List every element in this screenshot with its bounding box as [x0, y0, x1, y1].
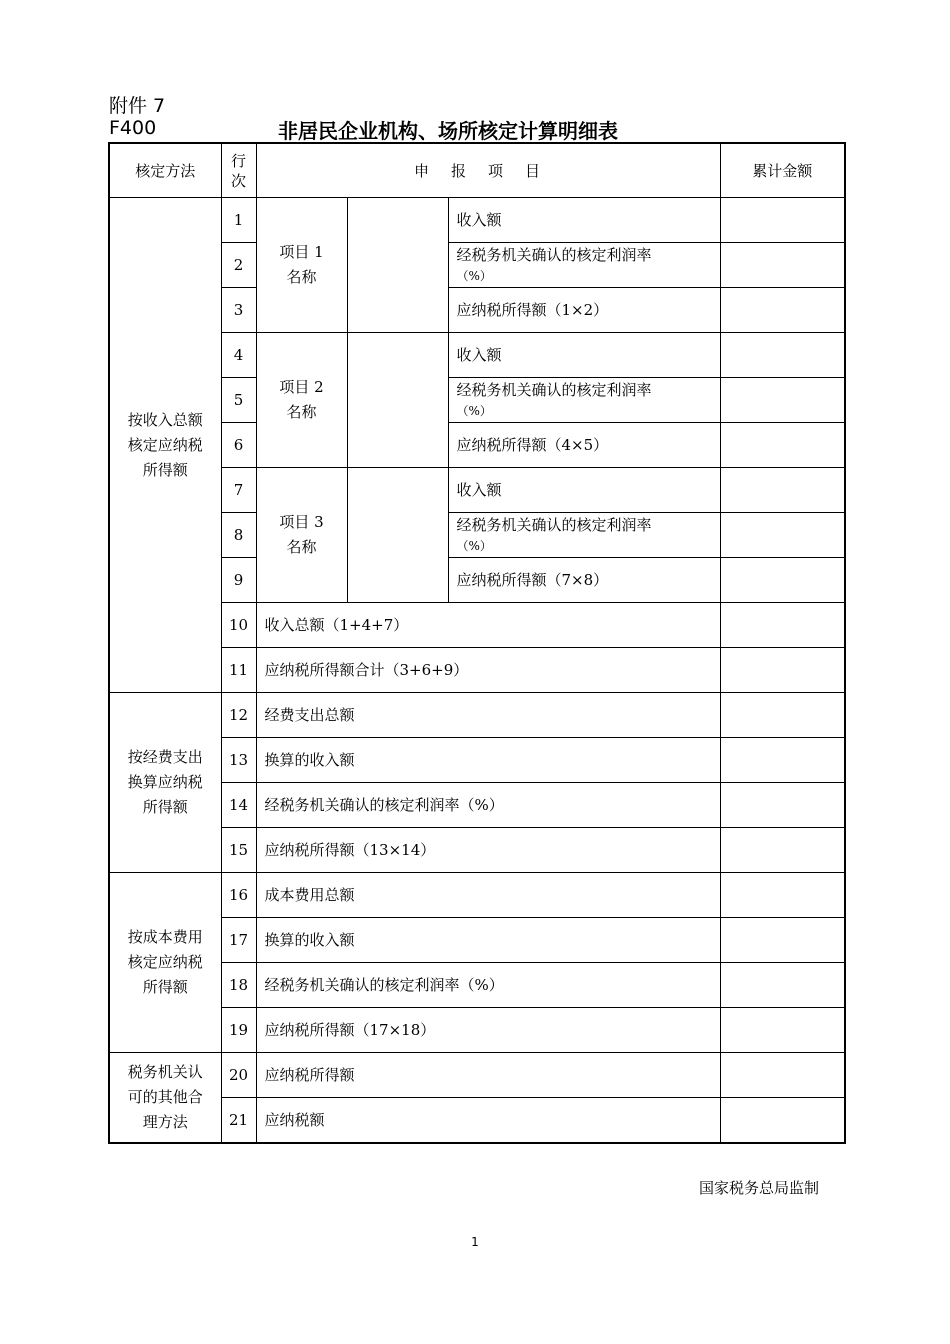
amount-cell[interactable] [720, 1008, 845, 1053]
amount-cell[interactable] [720, 783, 845, 828]
line-number: 8 [221, 513, 256, 558]
item-label: 应纳税所得额（13×14） [256, 828, 720, 873]
header-row [109, 143, 845, 198]
item-label: 成本费用总额 [256, 873, 720, 918]
line-number: 21 [221, 1098, 256, 1144]
group-method-3 [109, 873, 221, 1053]
item-label: 收入额 [448, 333, 720, 378]
item-label: 收入额 [448, 468, 720, 513]
line-number: 11 [221, 648, 256, 693]
page-number: 1 [471, 1235, 479, 1249]
form-code: F400 [109, 117, 157, 139]
item-text: 经税务机关确认的核定利润率 [456, 380, 652, 399]
line-number: 13 [221, 738, 256, 783]
line-number: 15 [221, 828, 256, 873]
table-row [109, 198, 845, 243]
amount-cell[interactable] [720, 288, 845, 333]
project-3-line1: 项目 3 [279, 513, 324, 531]
line-number: 14 [221, 783, 256, 828]
col-method-header: 核定方法 [109, 143, 221, 198]
item-label: 应纳税所得额（7×8） [448, 558, 720, 603]
project-name-label [256, 198, 347, 333]
item-label [448, 513, 720, 558]
item-note: （%） [456, 403, 492, 418]
line-number: 9 [221, 558, 256, 603]
amount-cell[interactable] [720, 918, 845, 963]
amount-cell[interactable] [720, 558, 845, 603]
item-label: 应纳税所得额（4×5） [448, 423, 720, 468]
amount-cell[interactable] [720, 423, 845, 468]
item-label: 经税务机关确认的核定利润率（%） [256, 963, 720, 1008]
amount-cell[interactable] [720, 648, 845, 693]
amount-cell[interactable] [720, 333, 845, 378]
line-number: 4 [221, 333, 256, 378]
item-label: 换算的收入额 [256, 918, 720, 963]
project-3-line2: 名称 [286, 538, 317, 556]
amount-cell[interactable] [720, 198, 845, 243]
amount-cell[interactable] [720, 963, 845, 1008]
table-row [109, 693, 845, 738]
table-row [109, 873, 845, 918]
group-method-2-label: 按经费支出换算应纳税所得额 [127, 748, 203, 816]
col-line-header [221, 143, 256, 198]
amount-cell[interactable] [720, 513, 845, 558]
line-number: 16 [221, 873, 256, 918]
item-label: 收入总额（1+4+7） [256, 603, 720, 648]
group-method-4 [109, 1053, 221, 1144]
line-number: 3 [221, 288, 256, 333]
page-title: 非居民企业机构、场所核定计算明细表 [278, 119, 618, 143]
project-name-label [256, 468, 347, 603]
line-number: 7 [221, 468, 256, 513]
col-item-header: 申报项目 [256, 143, 720, 198]
item-label: 收入额 [448, 198, 720, 243]
line-number: 17 [221, 918, 256, 963]
item-label [448, 378, 720, 423]
group-method-4-label: 税务机关认可的其他合理方法 [127, 1063, 203, 1131]
item-label: 应纳税所得额 [256, 1053, 720, 1098]
amount-cell[interactable] [720, 1053, 845, 1098]
table-row [109, 1053, 845, 1098]
item-text: 经税务机关确认的核定利润率 [456, 515, 652, 534]
line-number: 12 [221, 693, 256, 738]
project-1-line1: 项目 1 [279, 243, 324, 261]
calc-detail-table [108, 142, 846, 1144]
item-label: 换算的收入额 [256, 738, 720, 783]
line-number: 6 [221, 423, 256, 468]
group-method-3-label: 按成本费用核定应纳税所得额 [127, 928, 203, 996]
amount-cell[interactable] [720, 468, 845, 513]
group-method-2 [109, 693, 221, 873]
item-label: 应纳税额 [256, 1098, 720, 1144]
line-number: 18 [221, 963, 256, 1008]
issuer-label: 国家税务总局监制 [699, 1179, 820, 1197]
line-number: 1 [221, 198, 256, 243]
line-number: 5 [221, 378, 256, 423]
project-2-line2: 名称 [286, 403, 317, 421]
item-label: 应纳税所得额（1×2） [448, 288, 720, 333]
item-label: 经税务机关确认的核定利润率（%） [256, 783, 720, 828]
item-label [448, 243, 720, 288]
amount-cell[interactable] [720, 873, 845, 918]
line-number: 20 [221, 1053, 256, 1098]
line-number: 19 [221, 1008, 256, 1053]
amount-cell[interactable] [720, 828, 845, 873]
group-method-1-label: 按收入总额核定应纳税所得额 [127, 410, 203, 479]
amount-cell[interactable] [720, 738, 845, 783]
group-method-1 [109, 198, 221, 693]
item-note: （%） [456, 268, 492, 283]
item-label: 应纳税所得额合计（3+6+9） [256, 648, 720, 693]
line-number: 2 [221, 243, 256, 288]
project-name-field[interactable] [347, 198, 448, 333]
project-2-line1: 项目 2 [279, 378, 324, 396]
project-1-line2: 名称 [286, 268, 317, 286]
project-name-field[interactable] [347, 468, 448, 603]
item-label: 应纳税所得额（17×18） [256, 1008, 720, 1053]
col-line-header-2: 次 [230, 171, 246, 190]
col-line-header-1: 行 [230, 151, 246, 170]
attachment-label: 附件 7 [109, 95, 166, 117]
item-label: 经费支出总额 [256, 693, 720, 738]
col-amount-header: 累计金额 [720, 143, 845, 198]
project-name-field[interactable] [347, 333, 448, 468]
item-text: 经税务机关确认的核定利润率 [456, 245, 652, 264]
amount-cell[interactable] [720, 693, 845, 738]
amount-cell[interactable] [720, 378, 845, 423]
project-name-label [256, 333, 347, 468]
amount-cell[interactable] [720, 243, 845, 288]
amount-cell[interactable] [720, 603, 845, 648]
amount-cell[interactable] [720, 1098, 845, 1144]
line-number: 10 [221, 603, 256, 648]
item-note: （%） [456, 538, 492, 553]
